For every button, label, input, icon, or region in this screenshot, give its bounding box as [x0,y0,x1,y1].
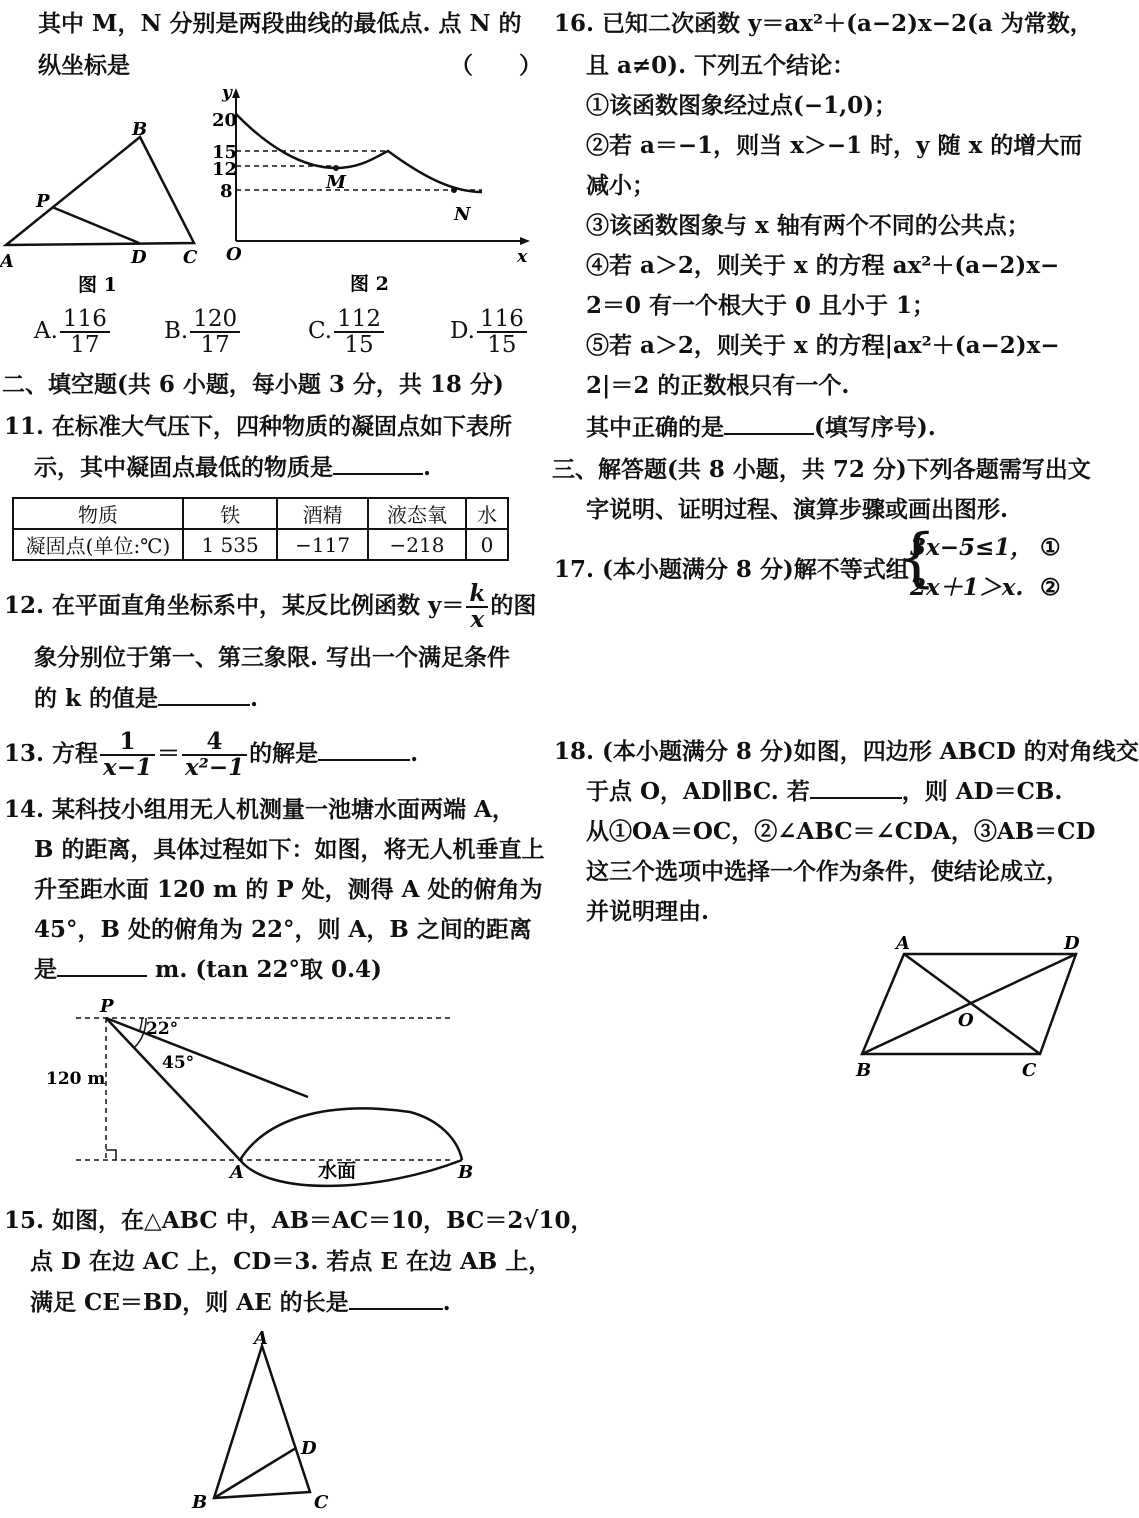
section3-heading-line2: 字说明、证明过程、演算步骤或画出图形. [586,496,1009,523]
q16-statement5b: 2|＝2 的正数根只有一个. [586,372,850,399]
q14-line5: 是 m. (tan 22°取 0.4) [34,956,382,983]
q10-option-d: D. $\frac{116}{15}$ [450,303,529,359]
fig2-label-m: M [326,172,346,193]
q14-angle45-arc [134,1018,146,1048]
q15-point-d: D [301,1438,317,1459]
q13-answer-blank[interactable] [318,759,410,761]
section3-heading-line1: 三、解答题(共 8 小题，共 72 分)下列各题需写出文 [552,456,1091,483]
q10-line2: 纵坐标是 [38,52,130,79]
q16-statement2b: 减小； [586,172,655,199]
triangle-abc [6,137,194,245]
q12-answer-blank[interactable] [158,704,250,706]
q11-line1: 11. 在标准大气压下，四种物质的凝固点如下表所 [4,413,513,440]
q16-statement1: ①该函数图象经过点(−1,0)； [586,92,898,119]
q15-triangle-abc [214,1346,310,1498]
fig1-point-c: C [183,247,198,268]
q14-line4: 45°，B 处的俯角为 22°，则 A，B 之间的距离 [34,916,532,943]
q16-line1: 16. 已知二次函数 y＝ax²＋(a−2)x−2(a 为常数， [554,10,1093,37]
fig2-point-m-dot [333,165,339,171]
q18-point-d: D [1064,933,1080,954]
q18-diagonal-bd [862,954,1076,1054]
q10-option-a: A. $\frac{116}{17}$ [34,303,112,359]
q16-statement5a: ⑤若 a＞2，则关于 x 的方程|ax²＋(a−2)x− [586,332,1060,359]
q14-angle22-label: 22° [146,1019,179,1039]
q18-line2: 于点 O，AD∥BC. 若 ，则 AD＝CB. [586,778,1063,805]
q18-point-a: A [896,933,910,954]
q14-point-a: A [230,1162,244,1183]
q18-answer-blank[interactable] [810,797,902,799]
q18-point-b: B [856,1060,872,1081]
q14-height-label: 120 m [46,1069,106,1089]
q14-line1: 14. 某科技小组用无人机测量一池塘水面两端 A， [4,796,515,823]
q13-line: 13. 方程 $\frac{1}{x-1}$ ＝ $\frac{4}{\text{x²−1}}$ 的解是 . [4,728,419,781]
q18-figure [848,930,1080,1090]
q17-brace: { [896,521,937,595]
q18-line1: 18. (本小题满分 8 分)如图，四边形 ABCD 的对角线交 [554,738,1139,765]
fig2-point-n-dot [451,187,457,193]
q14-point-p: P [100,996,114,1017]
fig2-origin: O [226,244,242,265]
q16-statement4a: ④若 a＞2，则关于 x 的方程 ax²＋(a−2)x− [586,252,1060,279]
q14-line-pb [106,1018,308,1097]
fig2-tick-15: 15 [212,142,238,163]
q15-answer-blank[interactable] [349,1308,443,1310]
q12-line1: 12. 在平面直角坐标系中，某反比例函数 y＝ $\frac{k}{x}$ 的图 [4,580,537,633]
table-row: 物质 铁 酒精 液态氧 水 [13,498,508,529]
q10-option-c: C. $\frac{112}{15}$ [308,303,386,359]
fig2-y-label: y [222,83,232,103]
q15-point-b: B [192,1492,208,1513]
q14-angle45-label: 45° [162,1053,195,1073]
q17-mark2: ② [1040,574,1061,601]
q10-answer-paren: （ ） [450,52,542,79]
q10-figure2 [212,83,534,306]
q16-statement4b: 2＝0 有一个根大于 0 且小于 1； [586,292,936,319]
fig1-point-d: D [131,247,147,268]
fig1-point-a: A [0,251,14,272]
fig2-tick-20: 20 [212,110,238,131]
fig2-x-label: x [517,247,528,267]
q14-right-angle [106,1150,116,1160]
fig2-label-n: N [454,204,471,225]
q18-point-o: O [958,1010,974,1031]
fig1-caption: 图 1 [78,274,117,296]
q17-inequality2: 2x＋1＞x. [910,574,1024,601]
q14-line3: 升至距水面 120 m 的 P 处，测得 A 处的俯角为 [34,876,543,903]
segment-pd [52,207,139,243]
q17-inequality1: 3x−5≤1， [910,534,1034,561]
q11-answer-blank[interactable] [333,473,423,475]
q14-line-pa [106,1018,240,1160]
q10-option-b: B. $\frac{120}{17}$ [164,303,242,359]
q16-statement3: ③该函数图象与 x 轴有两个不同的公共点； [586,212,1030,239]
q16-answer-line: 其中正确的是 (填写序号). [586,414,936,441]
q18-line4: 这三个选项中选择一个作为条件，使结论成立， [586,858,1069,885]
fig2-y-arrow [232,88,240,98]
q16-line2: 且 a≠0). 下列五个结论： [586,52,856,79]
q14-water-label: 水面 [318,1160,357,1182]
q15-line1: 15. 如图，在△ABC 中，AB＝AC＝10，BC＝2√10， [4,1207,594,1234]
fig1-point-b: B [132,119,148,140]
q18-diagonal-ac [904,954,1040,1054]
q15-point-c: C [314,1492,329,1513]
q11-table [12,497,509,561]
q12-line2: 象分别位于第一、第三象限. 写出一个满足条件 [34,644,511,671]
fig2-curve [236,114,482,192]
section2-heading: 二、填空题(共 6 小题，每小题 3 分，共 18 分) [2,371,504,398]
q14-answer-blank[interactable] [57,975,147,977]
fig2-tick-8: 8 [220,181,233,202]
q15-figure [184,1326,344,1516]
q14-line2: B 的距离，具体过程如下：如图，将无人机垂直上 [34,836,545,863]
fig1-point-p: P [36,191,50,212]
fig2-tick-12: 12 [212,159,238,180]
q10-line1: 其中 M，N 分别是两段曲线的最低点. 点 N 的 [38,10,522,37]
q15-point-a: A [254,1328,268,1349]
q15-line3: 满足 CE＝BD，则 AE 的长是 . [30,1289,451,1316]
q14-point-b: B [458,1162,474,1183]
q17-mark1: ① [1040,534,1061,561]
q14-angle22-arc [139,1018,142,1032]
fig2-caption: 图 2 [350,273,389,295]
q18-line3: 从①OA＝OC，②∠ABC＝∠CDA，③AB＝CD [586,818,1096,845]
q18-line5: 并说明理由. [586,898,710,925]
fig2-x-arrow [520,237,530,245]
q12-line3: 的 k 的值是 . [34,685,258,712]
table-row: 凝固点(单位:℃) 1 535 −117 −218 0 [13,529,508,560]
q10-figure1 [0,115,215,305]
q15-line2: 点 D 在边 AC 上，CD＝3. 若点 E 在边 AB 上， [30,1248,552,1275]
q16-answer-blank[interactable] [724,433,814,435]
q17-prompt: 17. (本小题满分 8 分)解不等式组 [554,556,909,583]
q14-pond-upper [240,1108,462,1160]
q14-figure [40,992,480,1192]
q11-line2: 示，其中凝固点最低的物质是 . [34,454,432,481]
q18-point-c: C [1022,1060,1037,1081]
q16-statement2a: ②若 a＝−1，则当 x＞−1 时，y 随 x 的增大而 [586,132,1083,159]
